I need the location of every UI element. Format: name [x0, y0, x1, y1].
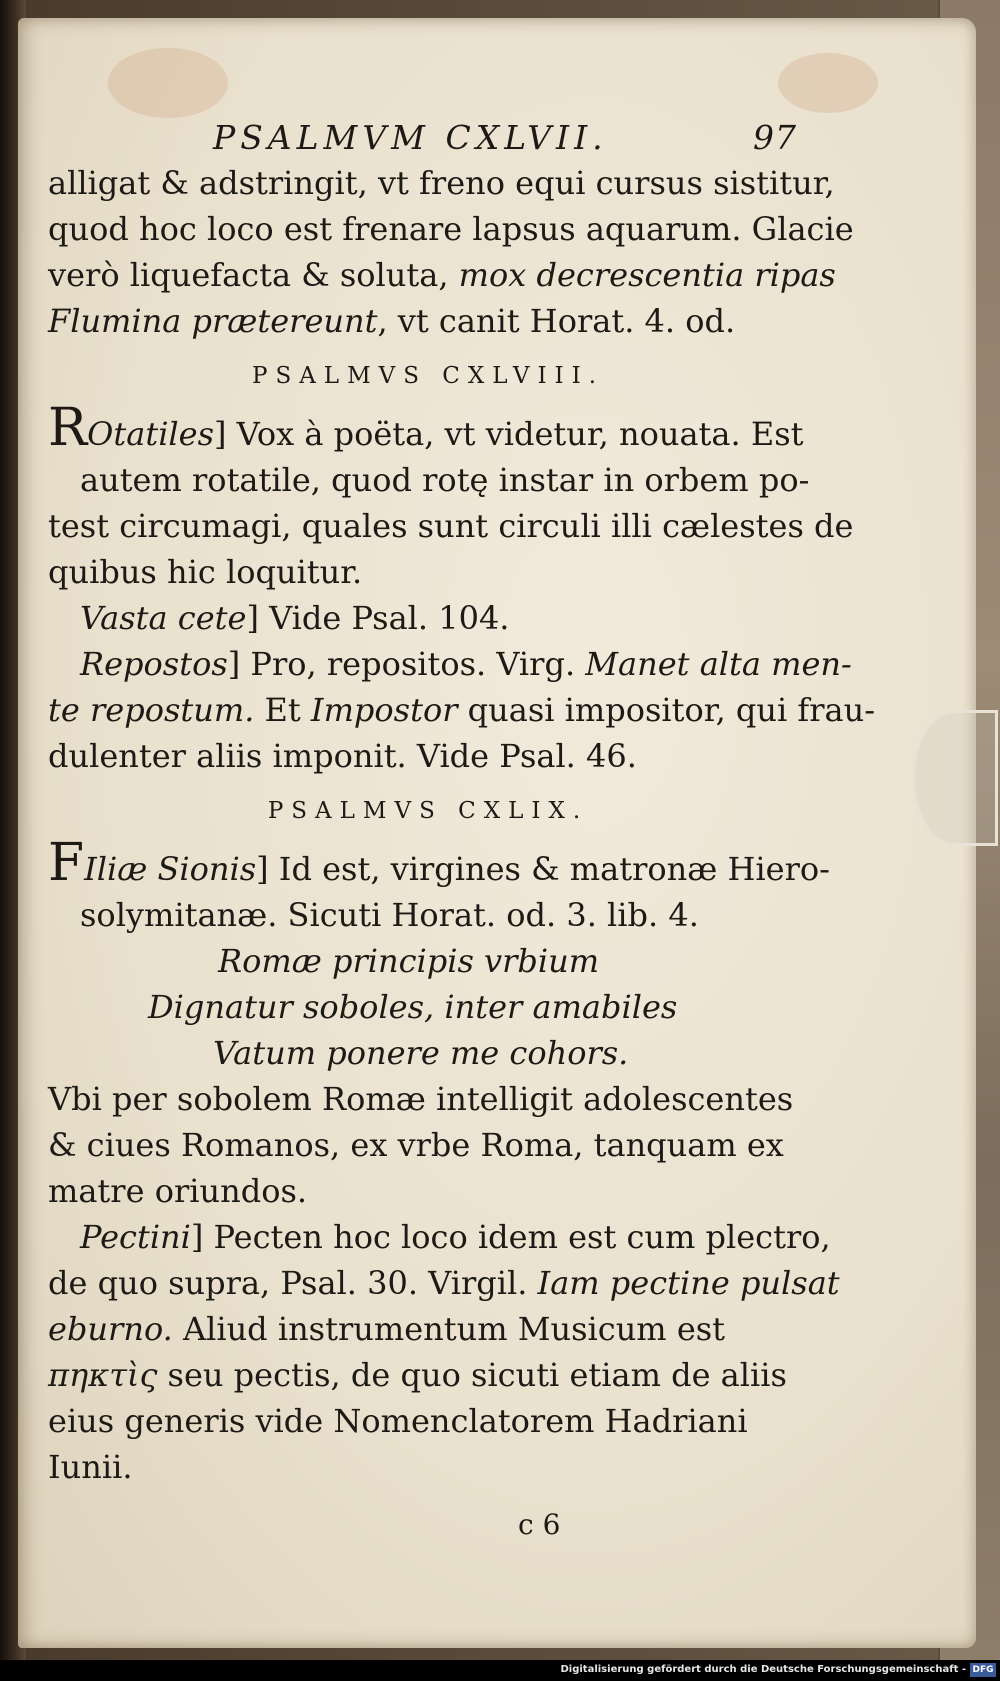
section-heading-ps148: PSALMVS CXLVIII.: [251, 363, 605, 389]
roman-text: ] Pro, repositos. Virg.: [227, 645, 586, 683]
text-line: autem rotatile, quod rotę instar in orbem po-: [80, 461, 810, 499]
section-heading-ps149: PSALMVS CXLIX.: [267, 798, 589, 824]
lemma: Otatiles: [87, 415, 215, 453]
page-number: 97: [753, 118, 797, 157]
drop-initial: R: [48, 398, 88, 458]
roman-text: de quo supra, Psal. 30. Virgil.: [48, 1264, 538, 1302]
greek-word: πηκτὶς: [48, 1356, 158, 1394]
text-line: [48, 398, 808, 458]
lemma: Pectini: [80, 1218, 191, 1256]
quotation-italic: Iam pectine pulsat: [537, 1264, 840, 1302]
footer-credit: Digitalisierung gefördert durch die Deutsche Forschungsgemeinschaft -: [560, 1664, 966, 1675]
text-line: [48, 833, 830, 893]
page-header: [48, 100, 808, 160]
lemma: Repostos: [80, 645, 228, 683]
roman-text: Et: [254, 691, 311, 729]
roman-text: ] Vox à poëta, vt videtur, nouata. Est: [214, 415, 804, 453]
roman-text: seu pectis, de quo sicuti etiam de aliis: [157, 1356, 787, 1394]
text-line: [48, 252, 836, 298]
quotation-italic: mox decrescentia ripas: [458, 256, 836, 294]
text-line: solymitanæ. Sicuti Horat. od. 3. lib. 4.: [80, 896, 699, 934]
quotation-italic: eburno.: [48, 1310, 173, 1348]
quotation-italic: te repostum.: [48, 691, 255, 729]
page-text: [48, 100, 876, 1560]
text-line: Iunii.: [48, 1448, 133, 1486]
roman-text: ] Id est, virgines & matronæ Hiero-: [256, 850, 830, 888]
verse-quotation: Romæ principis vrbium: [218, 942, 600, 980]
roman-text: verò liquefacta & soluta,: [48, 256, 459, 294]
verse-quotation: Vatum ponere me cohors.: [213, 1034, 629, 1072]
text-line: [48, 298, 808, 344]
text-line: quibus hic loquitur.: [48, 553, 363, 591]
signature-mark: c 6: [518, 1508, 561, 1541]
text-line: alligat & adstringit, vt freno equi cursus sistitur,: [48, 164, 835, 202]
roman-text: ] Pecten hoc loco idem est cum plectro,: [190, 1218, 831, 1256]
dfg-logo: DFG: [970, 1663, 996, 1677]
text-line: eius generis vide Nomenclatorem Hadriani: [48, 1402, 748, 1440]
lemma: Iliæ Sionis: [84, 850, 257, 888]
text-line: matre oriundos.: [48, 1172, 308, 1210]
text-line: [48, 1214, 831, 1260]
lemma: Vasta cete: [80, 599, 247, 637]
text-line: test circumagi, quales sunt circuli illi cælestes de: [48, 507, 854, 545]
page-tab-marker: [912, 710, 998, 846]
text-line: & ciues Romanos, ex vrbe Roma, tanquam ex: [48, 1126, 784, 1164]
text-line: [48, 595, 808, 641]
running-head: PSALMVM CXLVII.: [213, 118, 608, 157]
quotation-italic: Manet alta men-: [585, 645, 852, 683]
text-line: [48, 641, 852, 687]
roman-text: quasi impositor, qui frau-: [457, 691, 876, 729]
text-line: [48, 1306, 808, 1352]
text-line: [48, 1352, 808, 1398]
text-line: [48, 687, 876, 733]
text-line: Vbi per sobolem Romæ intelligit adolescentes: [48, 1080, 794, 1118]
drop-initial: F: [48, 833, 85, 893]
roman-text: ] Vide Psal. 104.: [246, 599, 510, 637]
digitization-footer: [0, 1660, 1000, 1681]
text-line: quod hoc loco est frenare lapsus aquarum. Glacie: [48, 210, 854, 248]
roman-text: , vt canit Horat. 4. od.: [377, 302, 736, 340]
text-line: dulenter aliis imponit. Vide Psal. 46.: [48, 737, 637, 775]
text-line: [48, 1260, 840, 1306]
quotation-italic: Flumina prætereunt: [48, 302, 378, 340]
quotation-italic: Impostor: [310, 691, 458, 729]
verse-quotation: Dignatur soboles, inter amabiles: [148, 988, 678, 1026]
roman-text: Aliud instrumentum Musicum est: [172, 1310, 726, 1348]
